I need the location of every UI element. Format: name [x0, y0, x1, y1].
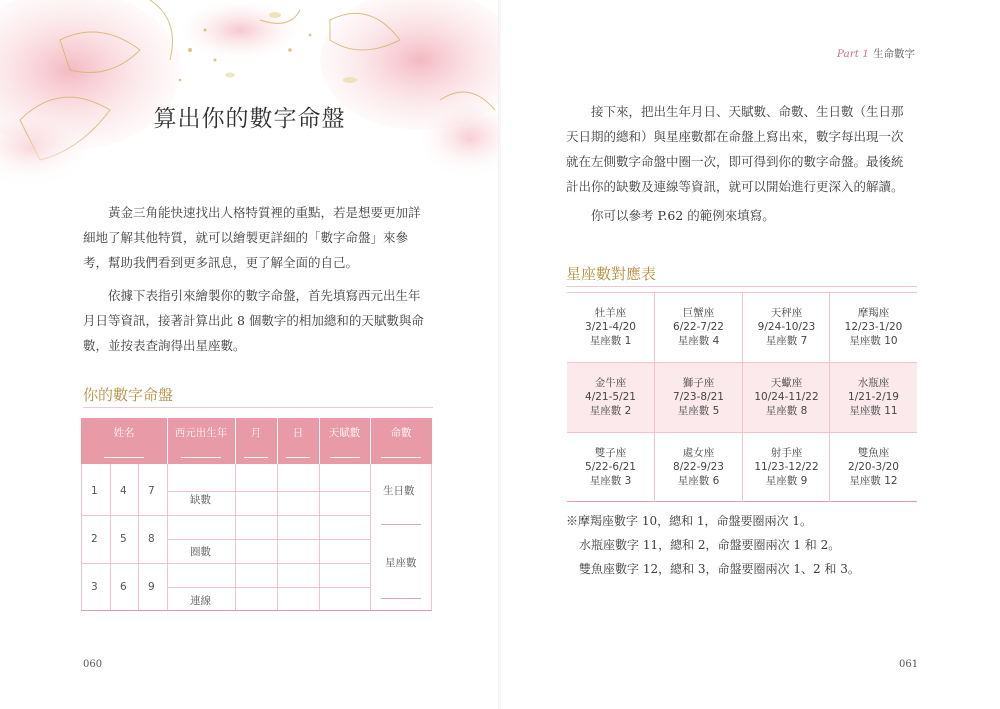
- intro-line: 考，幫助我們看到更多訊息，更了解全面的自己。: [83, 255, 359, 270]
- intro-line: 細地了解其他特質，就可以繪製更詳細的「數字命盤」來參: [83, 230, 409, 245]
- row-label-lines: 連線: [190, 595, 211, 607]
- explanation-line: 就在左側數字命盤中圈一次，即可得到你的數字命盤。最後統: [566, 154, 904, 169]
- floral-header-illustration: [0, 0, 499, 190]
- zodiac-table: [567, 292, 917, 502]
- grid-number: 4: [120, 485, 127, 497]
- intro-paragraph: [83, 200, 433, 275]
- zodiac-cell: 牡羊座 3/21-4/20 星座數 1: [585, 307, 636, 347]
- grid-number: 6: [120, 581, 127, 593]
- grid-number: 2: [91, 533, 98, 545]
- running-head-title: 生命數字: [873, 48, 915, 60]
- explanation-line: 計出你的缺數及連線等資訊，就可以開始進行更深入的解讀。: [566, 179, 904, 194]
- zodiac-cell: 天秤座 9/24-10/23 星座數 7: [757, 307, 816, 347]
- explanation-paragraph: [566, 99, 918, 199]
- page-number-left: 060: [83, 659, 103, 670]
- section-title-zodiac: 星座數對應表: [566, 265, 657, 283]
- row-label-circles: 圈數: [190, 546, 211, 558]
- section-rule: [83, 407, 433, 408]
- instruction-line: 數，並按表查詢得出星座數。: [83, 338, 246, 353]
- number-chart-table: [81, 418, 432, 611]
- running-head: [837, 46, 915, 61]
- zodiac-cell: 射手座 11/23-12/22 星座數 9: [754, 447, 819, 487]
- left-page: [0, 0, 499, 709]
- intro-line: 黃金三角能快速找出人格特質裡的重點，若是想要更加詳: [108, 205, 421, 220]
- explanation-line: 天日期的總和）與星座數都在命盤上寫出來，數字每出現一次: [566, 129, 904, 144]
- zodiac-cell: 巨蟹座 6/22-7/22 星座數 4: [673, 307, 724, 347]
- grid-number: 7: [148, 485, 155, 497]
- grid-number: 3: [91, 581, 98, 593]
- section-title-chart: 你的數字命盤: [83, 386, 174, 404]
- zodiac-cell: 水瓶座 1/21-2/19 星座數 11: [848, 377, 899, 417]
- page-number-right: 061: [899, 659, 919, 670]
- page-title: 算出你的數字命盤: [153, 106, 346, 132]
- header-name: 姓名: [81, 418, 167, 464]
- explanation-line: 接下來，把出生年月日、天賦數、命數、生日數（生日那: [591, 104, 904, 119]
- zodiac-cell: 處女座 8/22-9/23 星座數 6: [673, 447, 724, 487]
- grid-number: 8: [148, 533, 155, 545]
- zodiac-cell: 金牛座 4/21-5/21 星座數 2: [585, 377, 636, 417]
- zodiac-cell: 雙子座 5/22-6/21 星座數 3: [585, 447, 636, 487]
- zodiac-cell: 雙魚座 2/20-3/20 星座數 12: [848, 447, 899, 487]
- grid-number: 9: [148, 581, 155, 593]
- instruction-line: 月日等資訊，接著計算出此 8 個數字的相加總和的天賦數與命: [83, 313, 424, 328]
- footnote-capricorn: ※摩羯座數字 10，總和 1，命盤要圈兩次 1。: [566, 514, 812, 528]
- instruction-line: 依據下表指引來繪製你的數字命盤，首先填寫西元出生年: [108, 288, 421, 303]
- footnote-pisces: 雙魚座數字 12，總和 3，命盤要圈兩次 1、2 和 3。: [579, 562, 860, 576]
- label-birthday-number: 生日數: [383, 485, 415, 497]
- running-head-part: Part 1: [836, 48, 869, 60]
- header-life-number: 命數: [370, 418, 432, 464]
- header-talent-number: 天賦數: [319, 418, 370, 464]
- header-month: 月: [235, 418, 277, 464]
- zodiac-cell: 摩羯座 12/23-1/20 星座數 10: [844, 307, 903, 347]
- zodiac-cell: 獅子座 7/23-8/21 星座數 5: [673, 377, 724, 417]
- grid-number: 5: [120, 533, 127, 545]
- row-label-missing: 缺數: [190, 494, 211, 506]
- zodiac-cell: 天蠍座 10/24-11/22 星座數 8: [754, 377, 819, 417]
- header-day: 日: [277, 418, 319, 464]
- grid-number: 1: [91, 485, 98, 497]
- label-zodiac-number: 星座數: [385, 557, 417, 569]
- section-rule: [566, 286, 917, 287]
- instruction-paragraph: [83, 283, 433, 358]
- header-birth-year: 西元出生年: [167, 418, 235, 464]
- reference-note: 你可以參考 P.62 的範例來填寫。: [591, 208, 775, 223]
- footnote-aquarius: 水瓶座數字 11，總和 2，命盤要圈兩次 1 和 2。: [579, 538, 841, 552]
